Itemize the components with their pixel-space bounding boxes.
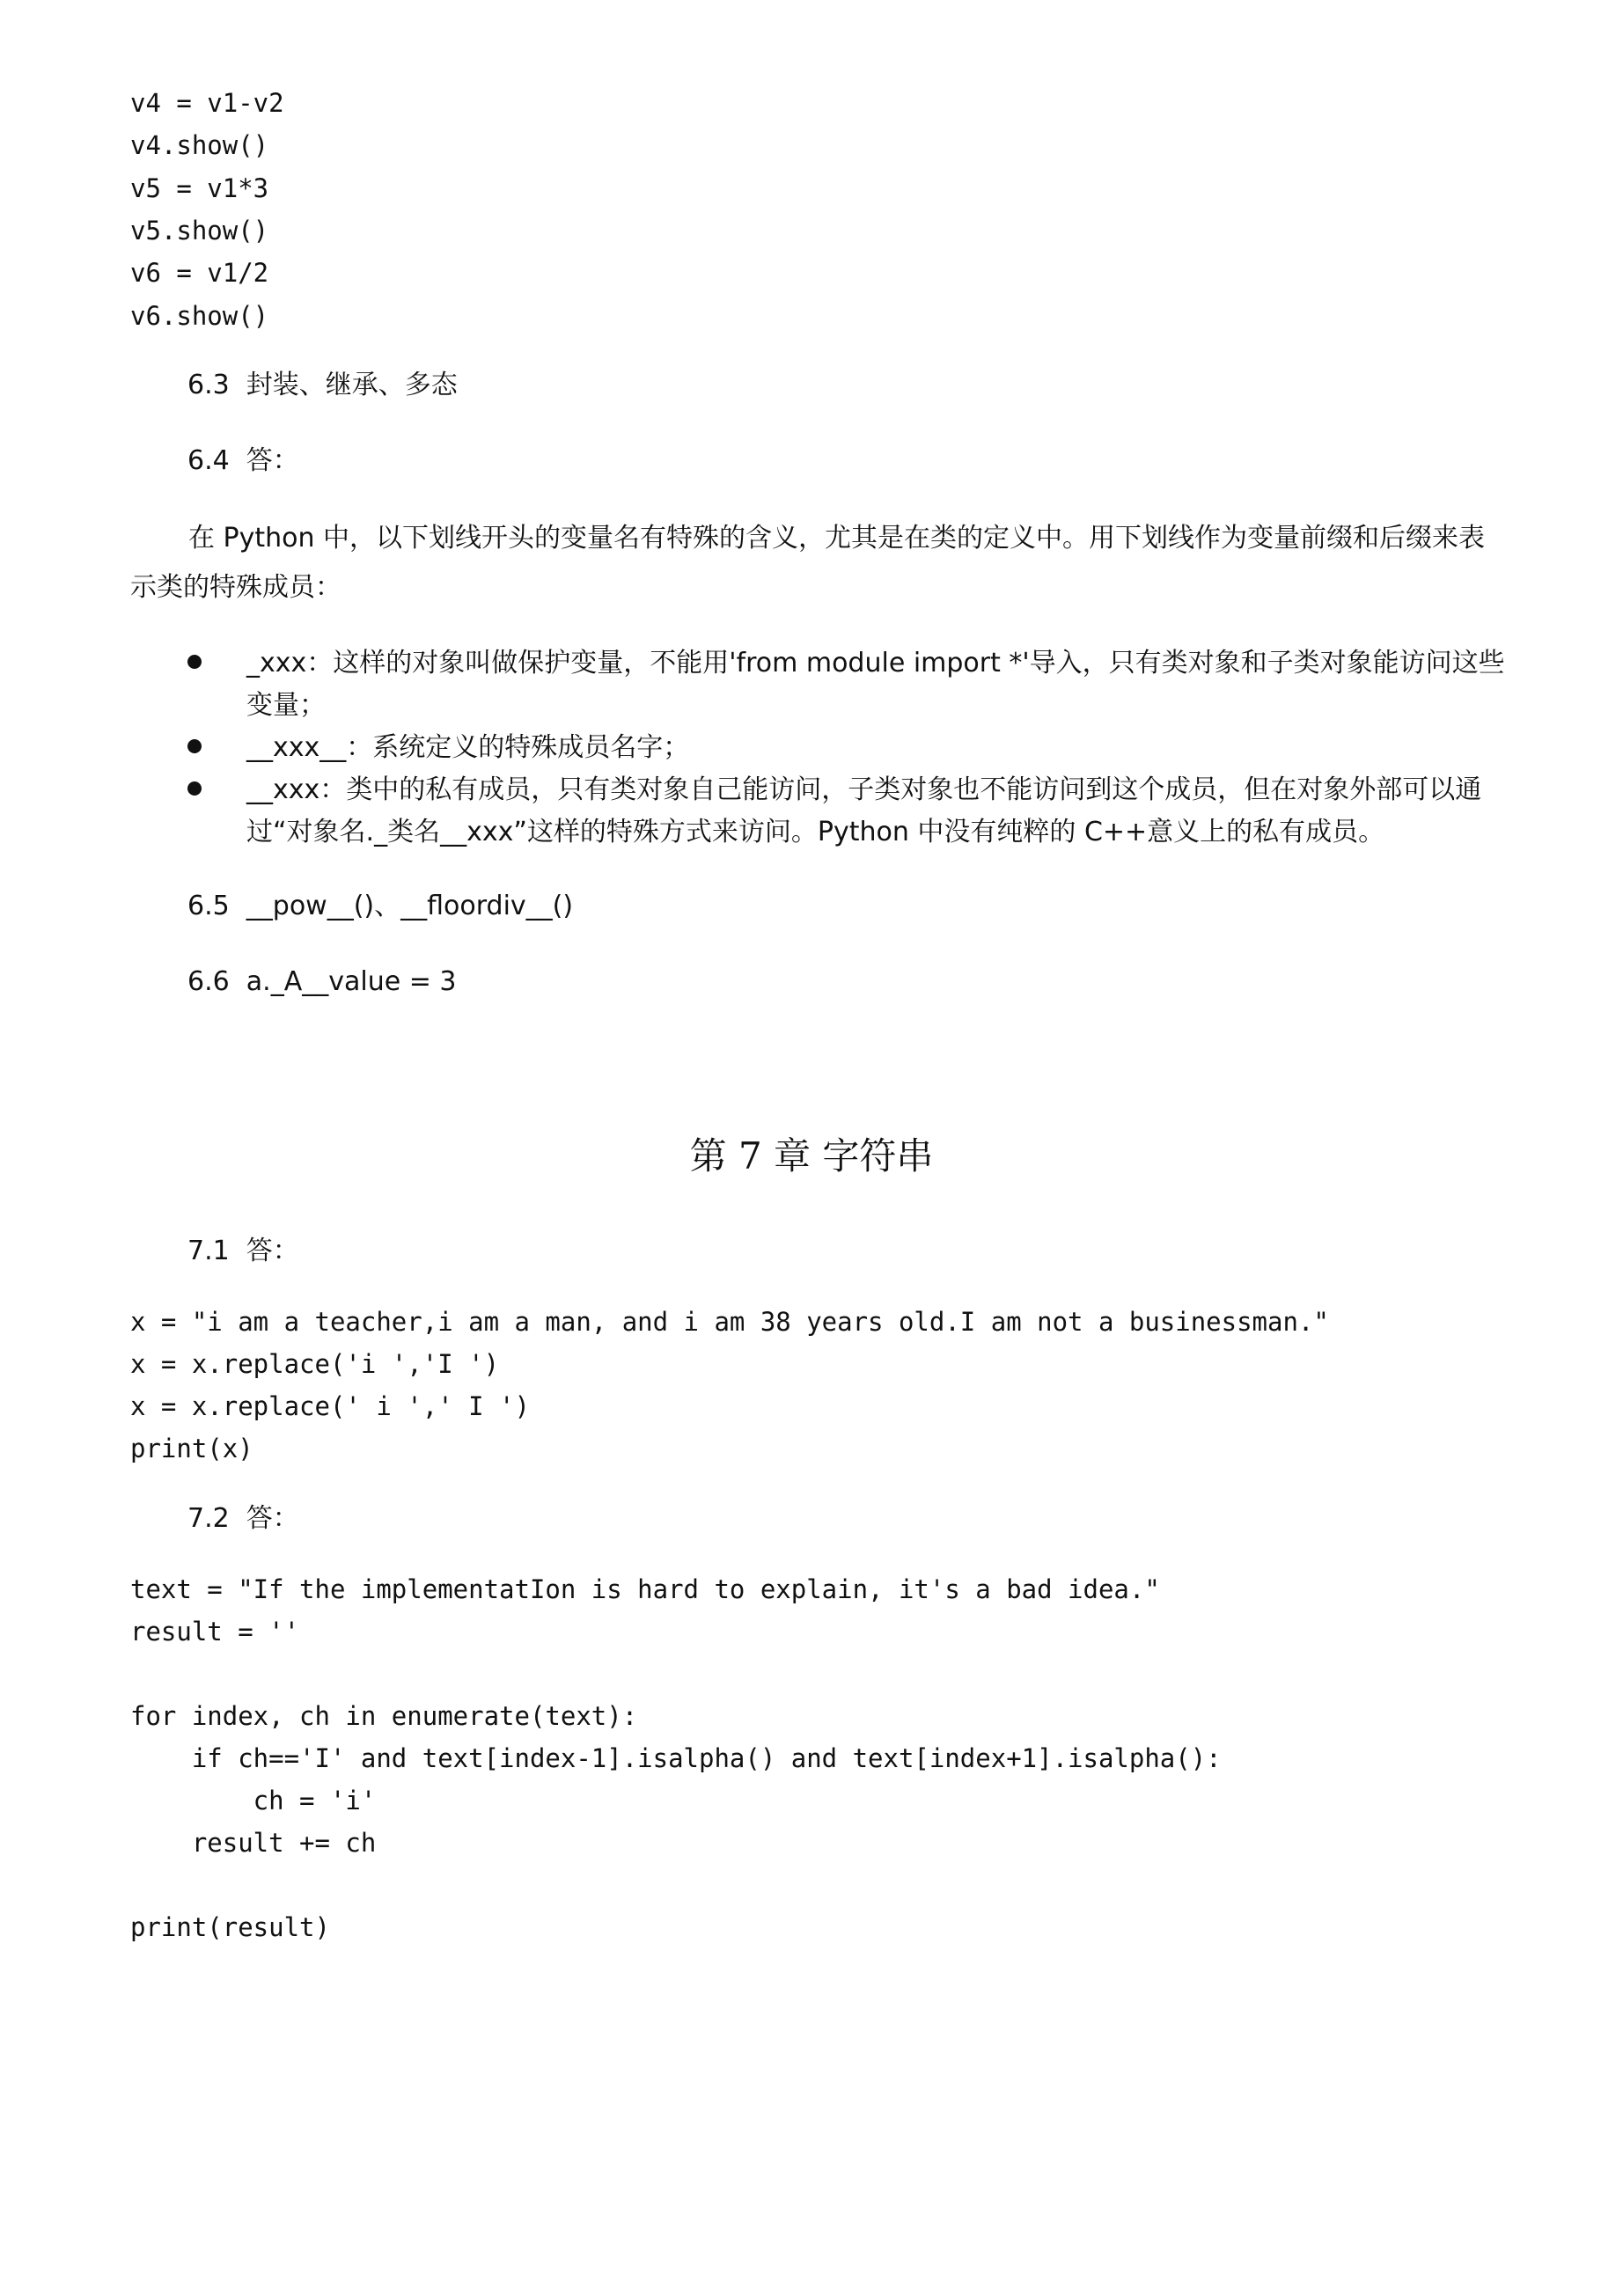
section-6-5: 6.5 __pow__()、__floordiv__() (187, 891, 574, 921)
code-line: for index, ch in enumerate(text): (130, 1701, 638, 1731)
code-line: v4.show() (130, 130, 269, 160)
bullet-item-protected (246, 642, 1509, 727)
section-6-4-paragraph: 在 Python 中，以下划线开头的变量名有特殊的含义，尤其是在类的定义中。用下划线作为变量前缀和后缀来表示类的特殊成员： (130, 523, 1486, 603)
section-7-2: 7.2 答： (187, 1503, 299, 1534)
section-6-6: 6.6 a._A__value = 3 (187, 966, 457, 997)
code-line: x = x.replace(' i ',' I ') (130, 1391, 530, 1421)
code-line: ch = 'i' (130, 1786, 377, 1816)
code-line: v6.show() (130, 301, 269, 331)
code-line: result = '' (130, 1617, 300, 1647)
code-line: result += ch (130, 1828, 377, 1858)
section-7-1: 7.1 答： (187, 1236, 299, 1266)
code-line: print(result) (130, 1912, 330, 1942)
code-line: v6 = v1/2 (130, 258, 269, 288)
section-6-4: 6.4 答： (187, 445, 299, 476)
code-line: v4 = v1-v2 (130, 88, 284, 118)
code-line: v5.show() (130, 216, 269, 246)
bullet-item-special (246, 727, 1509, 769)
code-line: x = "i am a teacher,i am a man, and i am 38 years old.I am not a businessman." (130, 1307, 1329, 1337)
chapter-title: 第 7 章 字符串 (689, 1134, 934, 1177)
bullet-icon (187, 655, 202, 669)
code-line: if ch=='I' and text[index-1].isalpha() and text[index+1].isalpha(): (130, 1743, 1222, 1773)
bullet-item-private (246, 769, 1509, 854)
bullet-icon (187, 739, 202, 753)
code-line: print(x) (130, 1434, 253, 1463)
bullet-text: _xxx：这样的对象叫做保护变量，不能用'from module import *'导入，只有类对象和子类对象能访问这些变量； (246, 648, 1505, 721)
code-line: x = x.replace('i ','I ') (130, 1349, 500, 1379)
bullet-text: __xxx__：系统定义的特殊成员名字； (246, 732, 690, 763)
bullet-icon (187, 781, 202, 796)
section-6-3: 6.3 封装、继承、多态 (187, 370, 458, 400)
code-line: v5 = v1*3 (130, 173, 269, 203)
code-line: text = "If the implementatIon is hard to explain, it's a bad idea." (130, 1574, 1160, 1604)
bullet-text: __xxx：类中的私有成员，只有类对象自己能访问，子类对象也不能访问到这个成员，但在对象外部可以通过“对象名._类名__xxx”这样的特殊方式来访问。Python 中没有纯粹的 C++意义上的私有成员。 (246, 774, 1482, 847)
